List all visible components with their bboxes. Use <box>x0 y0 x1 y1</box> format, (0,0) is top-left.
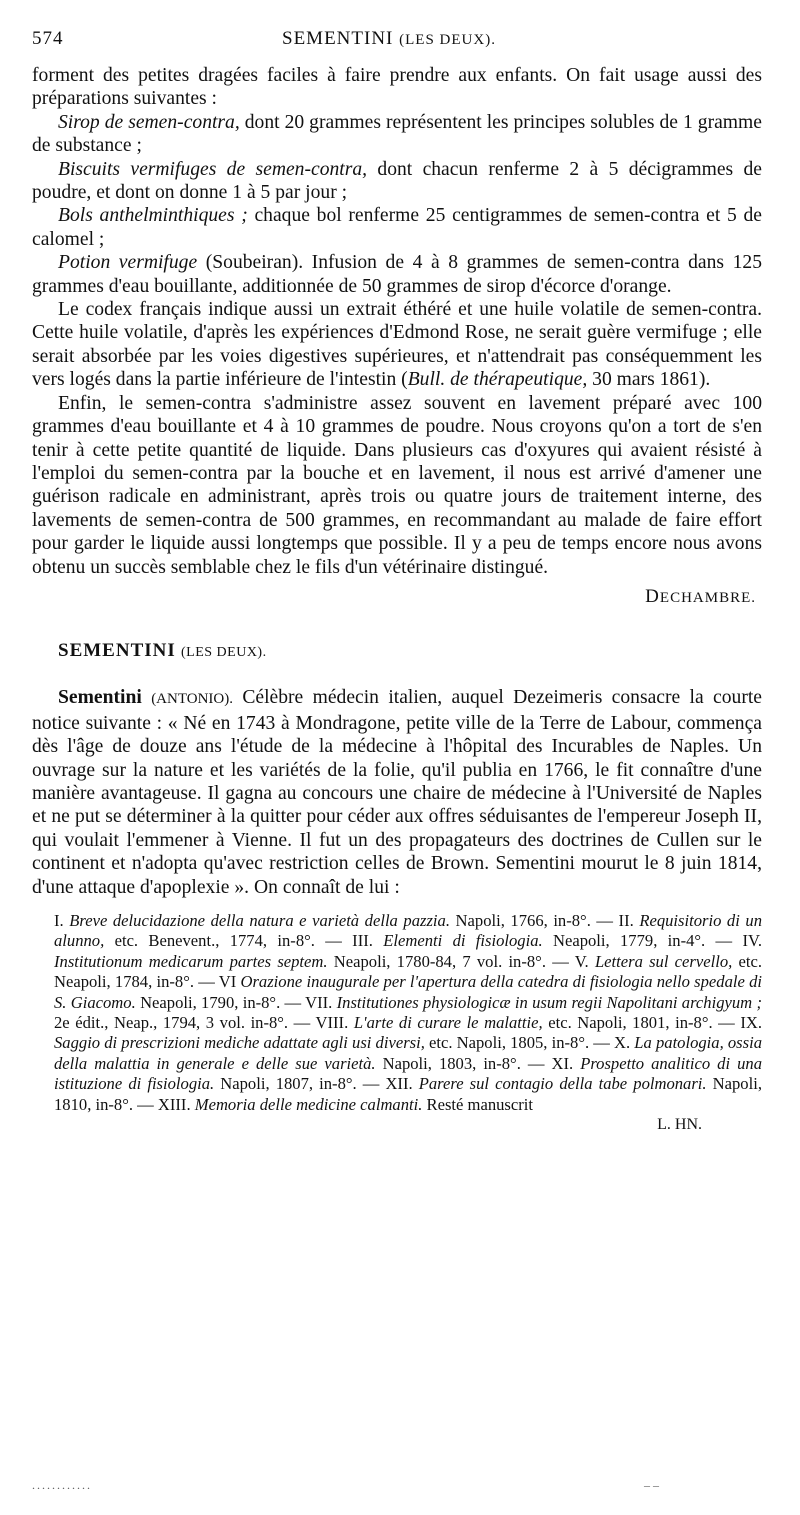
bib-title: La patologia, ossia della malattia in generale e delle sue varietà. <box>54 1033 762 1073</box>
paragraph-text: 30 mars 1861). <box>587 369 711 391</box>
bib-details: etc. Napoli, 1801, in-8°. — IX. <box>542 1013 762 1033</box>
paragraph <box>32 392 762 579</box>
bib-title: Institutionum medicarum partes septem. <box>54 951 328 971</box>
preparation-item <box>32 204 762 251</box>
preparation-item <box>32 158 762 205</box>
preparation-title: Bols anthelminthiques ; <box>58 205 248 227</box>
preparation-item <box>32 111 762 158</box>
page-number: 574 <box>32 28 64 49</box>
section-heading <box>58 640 762 662</box>
bibliography <box>54 911 762 1135</box>
page-header <box>32 28 762 54</box>
bib-title: Institutiones physiologicæ in usum regii Napolitani archigyum ; <box>336 992 762 1012</box>
bib-details: Neapoli, 1779, in-4°. — IV. <box>542 931 762 951</box>
bib-details: etc. Napoli, 1805, in-8°. — X. <box>424 1033 635 1053</box>
entry-given-name: (ANTONIO). <box>151 691 233 708</box>
bib-details: etc. Neapoli, 1784, in-8°. — VI <box>54 951 762 992</box>
entry-sementini-antonio <box>32 686 762 899</box>
preparation-title: Sirop de semen-contra, <box>58 111 240 133</box>
section-title-paren: (LES DEUX). <box>181 645 267 661</box>
paragraph-text: Le codex français indique aussi un extrait éthéré et une huile volatile de semen-contra. Cette huile volatile, d'après les expériences d'Edmond Rose, ne serait guère vermifuge ; elle serait absorbée par les voies digestives supérieures, et n'attendrait pas conséquemment les vers logés dans la partie inférieure de l'intestin ( <box>32 299 762 391</box>
bib-details: Napoli, 1807, in-8°. — XII. <box>214 1074 419 1094</box>
bib-title: Elementi di fisiologia. <box>383 931 543 951</box>
paragraph <box>32 64 762 111</box>
paragraph-text: Enfin, le semen-contra s'administre assez souvent en lavement préparé avec 100 grammes d'eau bouillante et 4 à 10 grammes de poudre. Nous croyons qu'on a tort de s'en tenir à cette petite quantité de liquide. Dans plusieurs cas d'oxyures qui avaient résisté à l'emploi du semen-contra par la bouche et en lavement, il nous est arrivé d'amener une guérison radicale en administrant, après trois ou quatre jours de traitement interne, des lavements de semen-contra de 500 grammes, en recommandant au malade de faire effort pour garder le liquide aussi longtemps que possible. Il y a peu de temps encore nous avons obtenu un succès semblable chez le fils d'un vétérinaire distingué. <box>32 392 762 578</box>
document-page <box>32 28 762 1135</box>
paragraph <box>32 298 762 392</box>
preparation-text: dont 20 grammes représentent les principes solubles de 1 gramme de substance ; <box>32 111 762 157</box>
paragraph-text: Célèbre médecin italien, auquel Dezeimeris consacre la courte notice suivante : « Né en 1743 à Mondragone, petite ville de la Terre de Labour, commença dès l'âge de douze ans l'étude de la médecine à l'hôpital des Incurables de Naples. Un ouvrage sur la nature et les variétés de la folie, qu'il publia en 1766, le fit connaître d'une manière avantageuse. Il gagna au concours une chaire de médecine à l'Université de Naples et ne put se déterminer à la quitter pour céder aux offres séduisantes de l'empereur Joseph II, qui voulait l'emmener à Vienne. Il fut un des propagateurs des doctrines de Cullen sur le continent et n'adopta qu'avec restriction celles de Brown. Sementini mourut le 8 juin 1814, d'une attaque d'apoplexie ». On connaît de lui : <box>32 687 762 898</box>
bib-details: Resté manuscrit <box>422 1094 533 1114</box>
entry-lead-name: Sementini <box>58 687 142 709</box>
bib-number: I. <box>54 911 70 930</box>
bib-title: Parere sul contagio della tabe polmonari. <box>418 1074 707 1094</box>
bib-title: Saggio di prescrizioni mediche adattate agli usi diversi, <box>54 1033 425 1053</box>
paragraph <box>32 686 762 899</box>
bib-title: Prospetto analitico di una istituzione di fisiologia. <box>54 1053 762 1094</box>
citation: Bull. de thérapeutique, <box>407 369 588 391</box>
bib-title: Requisitorio di un alunno, <box>54 911 763 951</box>
bib-details: Napoli, 1803, in-8°. — XI. <box>375 1053 581 1073</box>
paragraph-text: forment des petites dragées faciles à faire prendre aux enfants. On fait usage aussi des préparations suivantes : <box>32 65 762 110</box>
bib-title: L'arte di curare le malattie, <box>353 1013 543 1033</box>
footer-dots: ............ <box>32 1478 92 1492</box>
bib-title: Lettera sul cervello, <box>594 951 733 971</box>
bib-details: Napoli, 1766, in-8°. — II. <box>449 911 640 930</box>
preparation-text: (Soubeiran). Infusion de 4 à 8 grammes de semen-contra dans 125 grammes d'eau bouillante, additionnée de 50 grammes de sirop d'écorce d'orange. <box>32 252 762 297</box>
running-head-paren: (LES DEUX). <box>399 32 496 48</box>
section-title-main: SEMENTINI <box>58 640 176 662</box>
bib-details: 2e édit., Neap., 1794, 3 vol. in-8°. — VIII. <box>54 1013 354 1033</box>
footer-dash: – – <box>644 1478 659 1492</box>
preparation-title: Potion vermifuge <box>58 252 198 274</box>
author-signature: L. HN. <box>657 1116 702 1134</box>
preparation-item <box>32 251 762 298</box>
bib-details: Napoli, 1810, in-8°. — XIII. <box>54 1074 762 1114</box>
bibliography-list <box>54 911 762 1115</box>
running-head <box>282 28 496 50</box>
bib-title: Orazione inaugurale per l'apertura della catedra di fisiologia nello spedale di S. Giacomo. <box>54 972 762 1012</box>
bib-details: Neapoli, 1790, in-8°. — VII. <box>135 992 337 1012</box>
signature-initial: D <box>645 585 660 607</box>
signature-rest: ECHAMBRE. <box>659 589 756 606</box>
bib-title: Memoria delle medicine calmanti. <box>194 1094 423 1114</box>
bib-details: Neapoli, 1780-84, 7 vol. in-8°. — V. <box>327 951 595 971</box>
preparation-text: chaque bol renferme 25 centigrammes de semen-contra et 5 de calomel ; <box>32 205 762 250</box>
bib-details: etc. Benevent., 1774, in-8°. — III. <box>104 931 384 951</box>
running-head-main: SEMENTINI <box>282 28 394 49</box>
bib-title: Breve delucidazione della natura e varietà della pazzia. <box>69 911 450 930</box>
entry-semen-contra <box>32 64 762 610</box>
preparation-title: Biscuits vermifuges de semen-contra, <box>58 158 368 180</box>
author-signature <box>32 585 756 610</box>
preparation-text: dont chacun renferme 2 à 5 décigrammes de poudre, et dont on donne 1 à 5 par jour ; <box>32 158 762 204</box>
